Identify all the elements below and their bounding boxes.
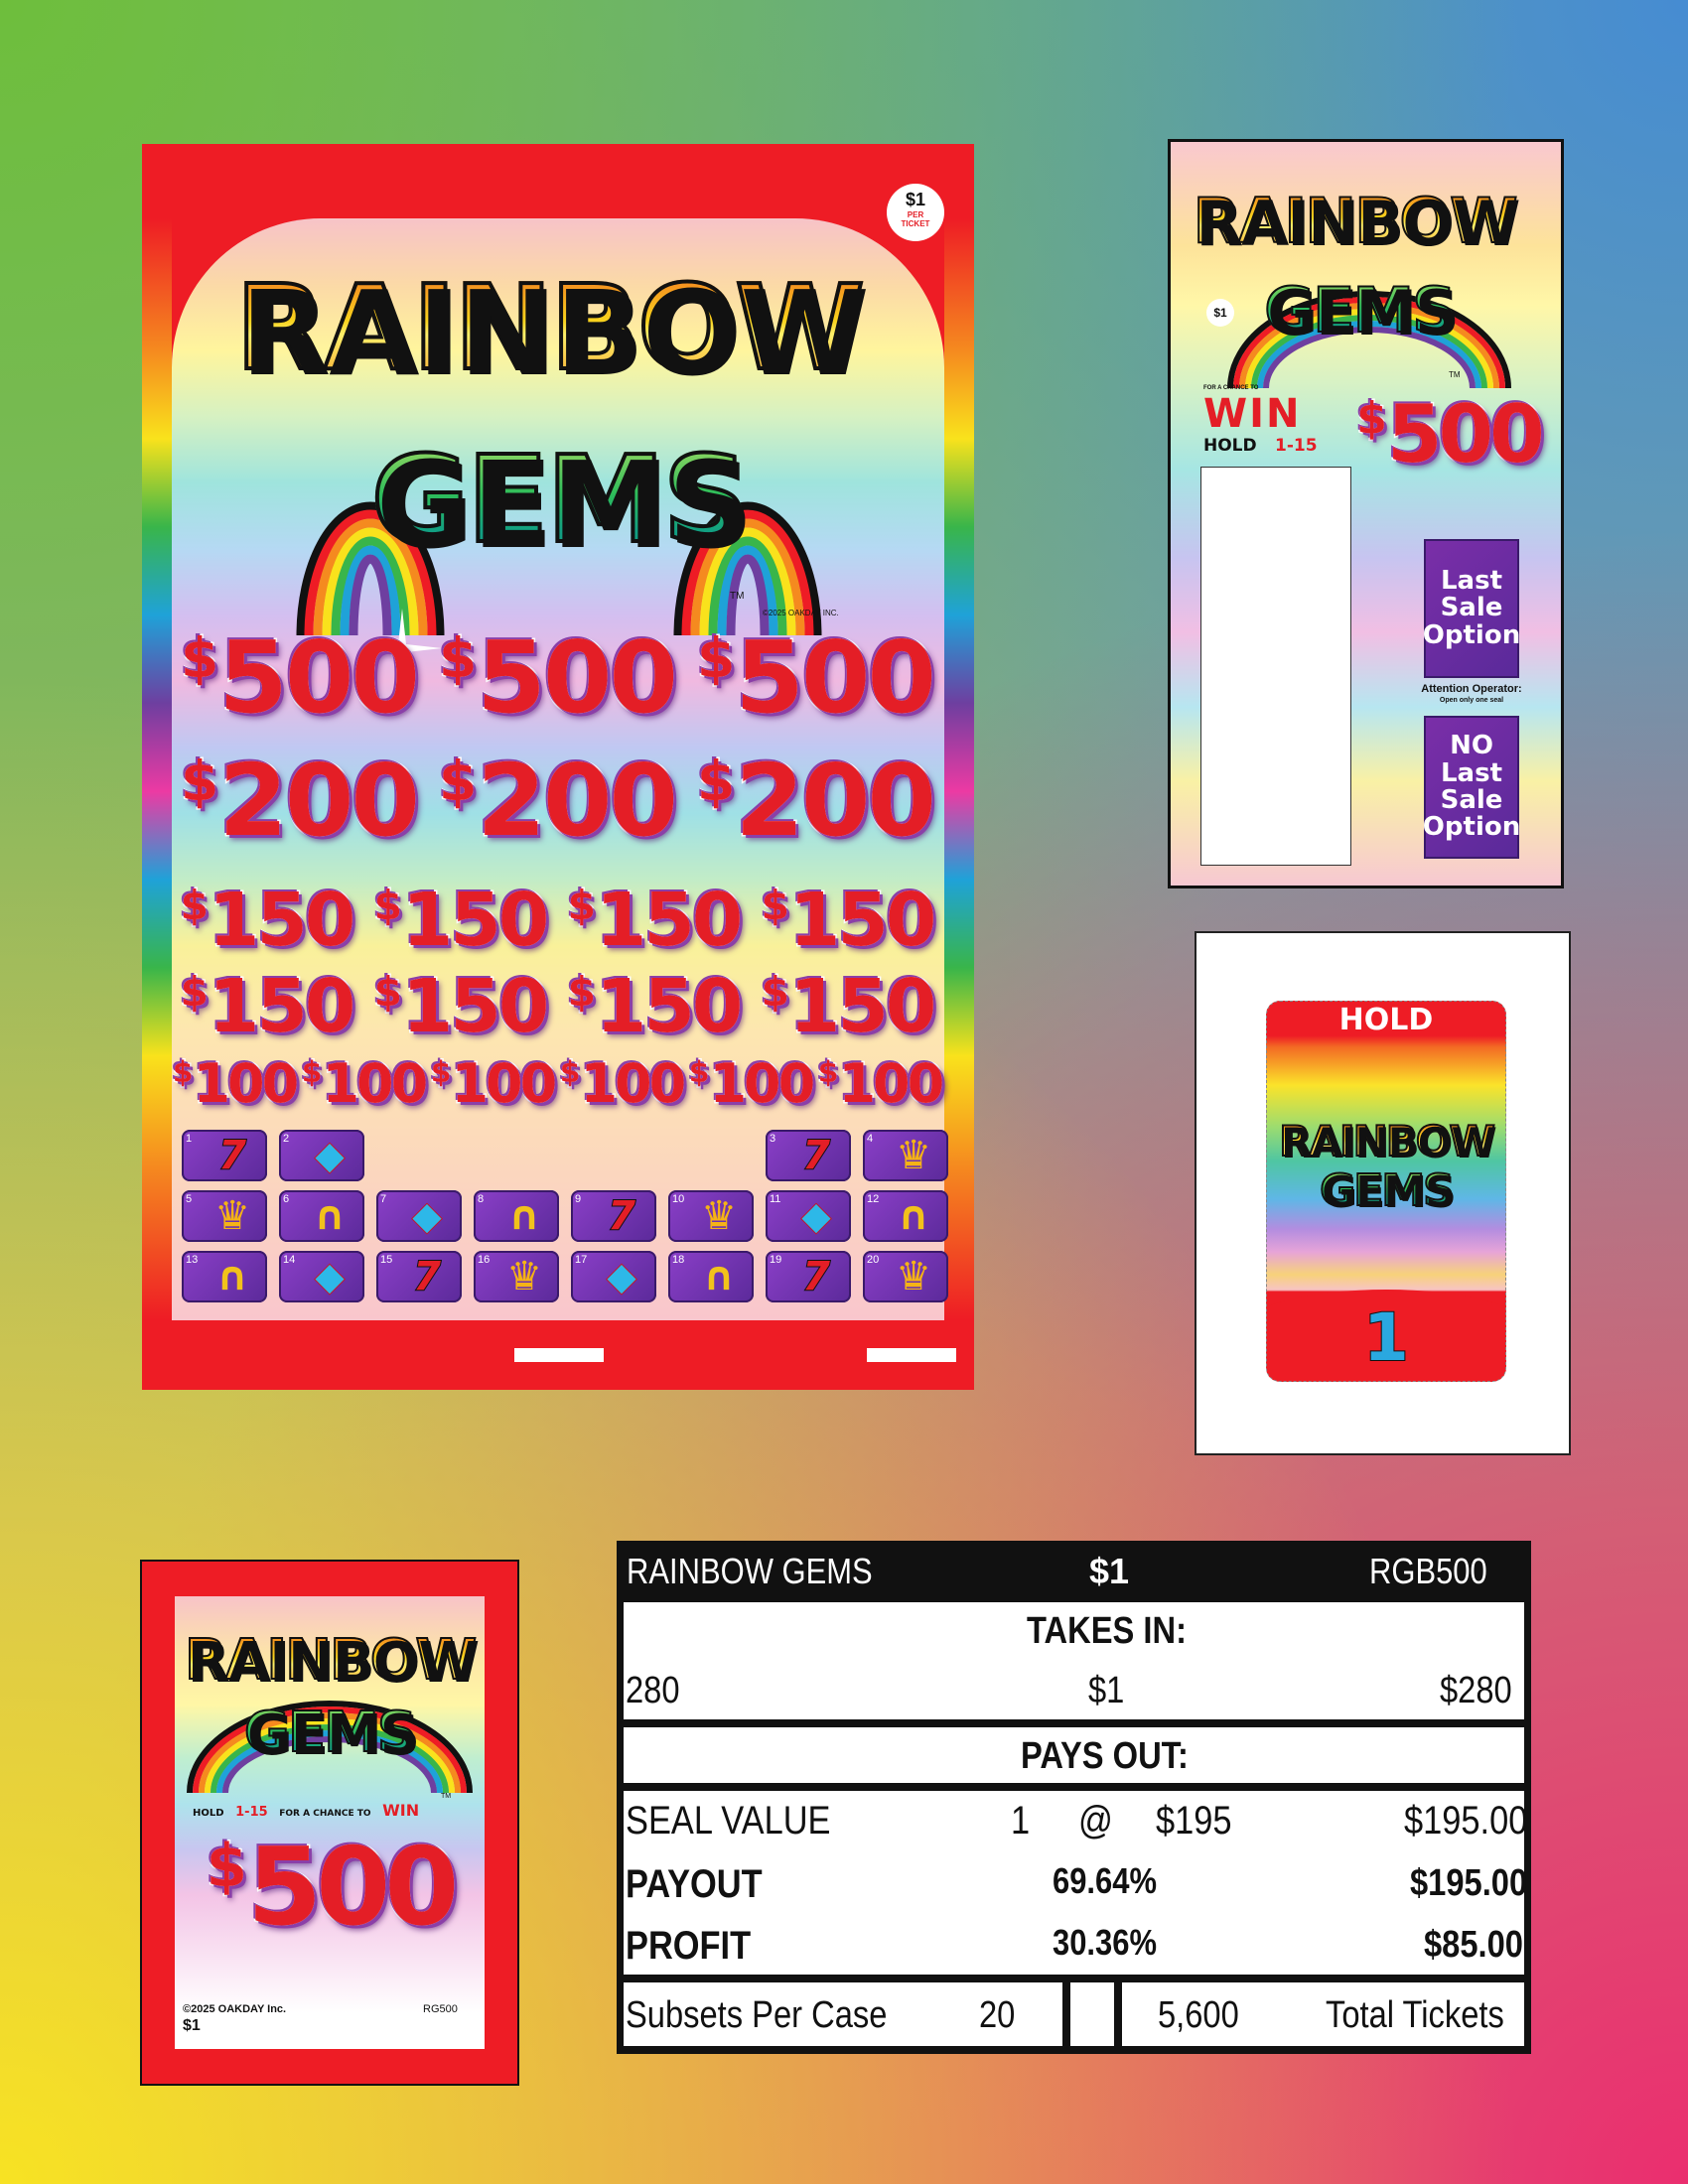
hold-card-frame xyxy=(1195,931,1571,1455)
symbol-cell xyxy=(376,1190,462,1242)
symbol-cell xyxy=(766,1190,851,1242)
thumbnail-face xyxy=(175,1596,485,2049)
flare-seal-window xyxy=(1200,467,1351,866)
symbol-cell xyxy=(668,1251,754,1302)
prize-amount: $100 xyxy=(301,1052,426,1115)
seven-icon: 7 xyxy=(802,1133,830,1178)
thumbnail-win-text: WIN xyxy=(382,1801,420,1820)
thumbnail-code: RG500 xyxy=(423,2003,458,2015)
flare-title-rainbow: RAINBOW xyxy=(1191,182,1518,261)
horseshoe-icon: ∩ xyxy=(507,1193,541,1239)
symbol-cell xyxy=(279,1190,364,1242)
prize-amount: $150 xyxy=(761,964,934,1049)
price-badge-amount: $1 xyxy=(905,190,926,209)
ticket-right-rainbow-edge xyxy=(944,218,974,1320)
crown-icon: ♛ xyxy=(896,1133,931,1178)
hold-card xyxy=(1266,1001,1506,1382)
hold-card-title-rainbow: RAINBOW xyxy=(1277,1116,1495,1167)
diamond-icon: ◆ xyxy=(314,1254,346,1299)
pull-tab-slot-right xyxy=(867,1348,956,1362)
takes-in-price: $1 xyxy=(1088,1670,1125,1711)
total-tickets-value: 5,600 xyxy=(1158,1994,1239,2036)
takes-in-total: $280 xyxy=(1440,1670,1512,1711)
prize-amount: $100 xyxy=(430,1052,555,1115)
symbol-number: 9 xyxy=(575,1193,582,1205)
pull-tab-slot-left xyxy=(514,1348,604,1362)
profit-percent: 30.36% xyxy=(1053,1922,1158,1963)
takes-in-label: TAKES IN: xyxy=(1027,1610,1187,1652)
price-badge xyxy=(887,184,944,241)
attention-operator-text: Attention Operator: xyxy=(1421,683,1522,695)
last-sale-option-text: Last Sale Option xyxy=(1422,566,1521,650)
hold-card-header: HOLD xyxy=(1338,1003,1434,1037)
symbol-number: 1 xyxy=(186,1133,193,1145)
symbol-number: 16 xyxy=(478,1254,491,1266)
diamond-icon: ◆ xyxy=(314,1133,346,1178)
subsets-label: Subsets Per Case xyxy=(626,1994,888,2036)
price-badge-per: PER xyxy=(907,210,924,219)
crown-icon: ♛ xyxy=(701,1193,737,1239)
symbol-number: 20 xyxy=(867,1254,880,1266)
attention-operator-subtext: Open only one seal xyxy=(1439,697,1504,704)
symbol-cell xyxy=(279,1251,364,1302)
flare-background xyxy=(1171,142,1561,886)
prize-amount: $100 xyxy=(688,1052,813,1115)
subsets-cell xyxy=(624,1982,1062,2046)
symbol-cell xyxy=(766,1251,851,1302)
symbol-cell xyxy=(376,1251,462,1302)
prize-amount: $200 xyxy=(438,743,676,859)
symbol-cell xyxy=(182,1251,267,1302)
thumbnail-prize-text: $500 xyxy=(206,1826,454,1950)
payout-percent: 69.64% xyxy=(1053,1860,1158,1901)
seal-value-label: SEAL VALUE xyxy=(626,1799,831,1843)
hold-card-number: 1 xyxy=(1363,1299,1409,1376)
flare-chance-text: FOR A CHANCE TO xyxy=(1203,385,1259,391)
prize-amount: $200 xyxy=(696,743,934,859)
game-info-table xyxy=(617,1541,1531,2054)
symbol-cell xyxy=(766,1130,851,1181)
takes-in-count: 280 xyxy=(626,1670,680,1711)
horseshoe-icon: ∩ xyxy=(702,1254,736,1299)
copyright-text: ©2025 OAKDAY INC. xyxy=(763,609,839,617)
flare-hold-label: HOLD xyxy=(1203,436,1257,456)
prize-amount: $150 xyxy=(567,878,741,963)
symbol-number: 19 xyxy=(770,1254,782,1266)
symbol-number: 11 xyxy=(770,1193,781,1205)
thumbnail-title-rainbow: RAINBOW xyxy=(175,1626,485,1696)
horseshoe-icon: ∩ xyxy=(215,1254,249,1299)
prize-amount: $150 xyxy=(567,964,741,1049)
payout-label: PAYOUT xyxy=(626,1862,763,1906)
payout-amount: $195.00 xyxy=(1410,1862,1528,1904)
ticket-left-rainbow-edge xyxy=(142,218,172,1320)
symbol-cell xyxy=(571,1251,656,1302)
flare-title-gems: GEMS xyxy=(1250,271,1469,350)
seal-value-qty: 1 xyxy=(1011,1799,1031,1843)
prize-amount: $150 xyxy=(373,964,547,1049)
hold-card-title-gems: GEMS xyxy=(1297,1165,1476,1217)
prize-amount: $150 xyxy=(180,964,353,1049)
seven-icon: 7 xyxy=(413,1254,441,1299)
table-game-code: RGB500 xyxy=(1369,1551,1487,1591)
ticket-thumbnail xyxy=(140,1560,519,2086)
subsets-value: 20 xyxy=(979,1994,1016,2036)
seal-value-amount: $195 xyxy=(1156,1799,1232,1843)
prize-amount: $500 xyxy=(438,619,676,736)
thumbnail-trademark: TM xyxy=(441,1793,452,1800)
crown-icon: ♛ xyxy=(506,1254,542,1299)
flare-price-badge: $1 xyxy=(1206,299,1234,327)
symbol-cell xyxy=(182,1190,267,1242)
table-game-price: $1 xyxy=(1089,1551,1130,1591)
flare-trademark: TM xyxy=(1449,370,1461,379)
symbol-number: 14 xyxy=(283,1254,296,1266)
symbol-number: 17 xyxy=(575,1254,588,1266)
flare-card xyxy=(1168,139,1564,888)
seal-value-at: @ xyxy=(1078,1799,1113,1843)
symbol-cell xyxy=(863,1190,948,1242)
no-last-sale-option-text: NO Last Sale Option xyxy=(1422,731,1521,843)
symbol-number: 8 xyxy=(478,1193,485,1205)
seven-icon: 7 xyxy=(608,1193,635,1239)
prize-amount: $500 xyxy=(696,619,934,736)
symbol-cell xyxy=(571,1190,656,1242)
pays-out-body xyxy=(624,1791,1528,1975)
flare-prize xyxy=(1349,388,1548,480)
last-sale-option-panel xyxy=(1424,539,1519,678)
prize-amount: $100 xyxy=(559,1052,684,1115)
prize-amount: $100 xyxy=(172,1052,297,1115)
symbol-number: 10 xyxy=(672,1193,685,1205)
thumbnail-prize xyxy=(175,1826,485,1950)
thumbnail-hold-text: HOLD xyxy=(193,1808,224,1819)
symbol-number: 13 xyxy=(186,1254,199,1266)
takes-in-header-row xyxy=(624,1602,1524,1658)
symbol-number: 4 xyxy=(867,1133,874,1145)
flare-win-text: WIN xyxy=(1203,391,1302,437)
horseshoe-icon: ∩ xyxy=(897,1193,930,1239)
symbol-number: 7 xyxy=(380,1193,387,1205)
prize-amount: $150 xyxy=(761,878,934,963)
symbol-number: 18 xyxy=(672,1254,685,1266)
symbol-cell xyxy=(474,1190,559,1242)
flare-hold-range: 1-15 xyxy=(1275,436,1318,456)
diamond-icon: ◆ xyxy=(411,1193,443,1239)
no-last-sale-option-panel xyxy=(1424,716,1519,859)
thumbnail-title-gems: GEMS xyxy=(224,1696,435,1771)
symbol-cell xyxy=(474,1251,559,1302)
prize-amount: $100 xyxy=(817,1052,942,1115)
title-rainbow: RAINBOW xyxy=(231,258,867,397)
symbol-number: 2 xyxy=(283,1133,290,1145)
table-spacer-cell xyxy=(1070,1982,1114,2046)
prize-amount: $200 xyxy=(180,743,418,859)
symbol-number: 12 xyxy=(867,1193,880,1205)
profit-label: PROFIT xyxy=(626,1924,752,1968)
prize-amount: $500 xyxy=(180,619,418,736)
pays-out-header-row xyxy=(624,1727,1524,1783)
profit-amount: $85.00 xyxy=(1424,1924,1523,1966)
price-badge-unit: TICKET xyxy=(901,219,930,228)
main-ticket xyxy=(142,144,974,1390)
flare-prize-text: $500 xyxy=(1356,388,1541,480)
symbol-cell xyxy=(279,1130,364,1181)
total-tickets-label: Total Tickets xyxy=(1326,1994,1504,2036)
thumbnail-price: $1 xyxy=(183,2017,201,2034)
seven-icon: 7 xyxy=(218,1133,246,1178)
takes-in-values-row xyxy=(624,1658,1524,1719)
crown-icon: ♛ xyxy=(214,1193,250,1239)
symbol-number: 6 xyxy=(283,1193,290,1205)
seal-value-total: $195.00 xyxy=(1404,1799,1528,1843)
total-tickets-cell xyxy=(1122,1982,1524,2046)
prize-amount: $150 xyxy=(180,878,353,963)
table-game-name: RAINBOW GEMS xyxy=(627,1551,873,1591)
diamond-icon: ◆ xyxy=(800,1193,832,1239)
symbol-number: 5 xyxy=(186,1193,193,1205)
thumbnail-hold-range: 1-15 xyxy=(235,1805,268,1820)
symbol-cell xyxy=(863,1251,948,1302)
trademark: TM xyxy=(730,591,745,602)
thumbnail-copyright: ©2025 OAKDAY Inc. xyxy=(183,2003,287,2015)
prize-amount: $150 xyxy=(373,878,547,963)
thumbnail-hold-line xyxy=(193,1801,471,1820)
symbol-cell xyxy=(863,1130,948,1181)
horseshoe-icon: ∩ xyxy=(313,1193,347,1239)
symbol-cell xyxy=(182,1130,267,1181)
crown-icon: ♛ xyxy=(896,1254,931,1299)
symbol-number: 15 xyxy=(380,1254,393,1266)
seven-icon: 7 xyxy=(802,1254,830,1299)
pays-out-label: PAYS OUT: xyxy=(1021,1735,1189,1777)
thumbnail-chance-text: FOR A CHANCE TO xyxy=(279,1809,371,1819)
symbol-cell xyxy=(668,1190,754,1242)
symbol-number: 3 xyxy=(770,1133,776,1145)
diamond-icon: ◆ xyxy=(606,1254,637,1299)
title-gems: GEMS xyxy=(341,427,777,576)
